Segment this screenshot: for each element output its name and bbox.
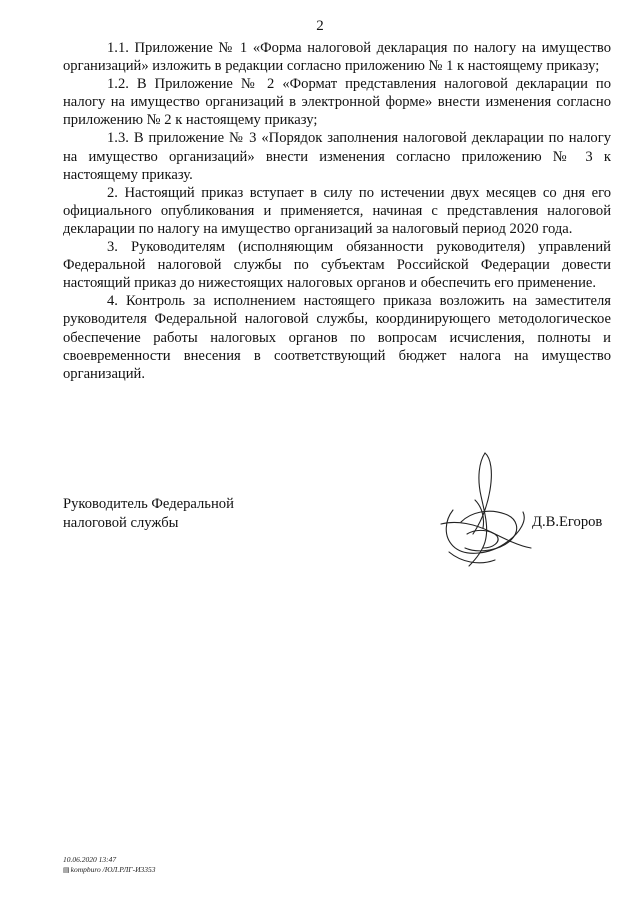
page-number: 2	[316, 18, 324, 34]
paragraph-2: 2. Настоящий приказ вступает в силу по истечении двух месяцев со дня его официального опубликования и применяется, начиная с представления налоговой декларации по налогу на имущество организаций за налоговый период 2020 года.	[63, 184, 611, 237]
paragraph-1-3: 1.3. В приложение № 3 «Порядок заполнения налоговой декларации по налогу на имущество организаций» внести изменения согласно приложению № 3 к настоящему приказу.	[63, 130, 611, 183]
footer-path: kompburo /ЮЛ.РЛГ-И3353	[70, 865, 156, 874]
signatory-position-line-1: Руководитель Федеральной	[63, 496, 234, 512]
paragraph-4: 4. Контроль за исполнением настоящего приказа возложить на заместителя руководителя Федеральной налоговой службы, координирующего методологическое обеспечение работы налоговых органов по вопросам исчисления, полноты и своевременности внесения в соответствующий бюджет налога на имущество организаций.	[63, 293, 611, 382]
document-body	[63, 39, 611, 383]
signatory-position-line-2: налоговой службы	[63, 515, 179, 531]
signatory-name: Д.В.Егоров	[532, 514, 603, 530]
paragraph-1-2: 1.2. В Приложение № 2 «Формат представления налоговой декларации по налогу на имущество организаций в электронной форме» внести изменения согласно приложению № 2 к настоящему приказу;	[63, 76, 611, 129]
signatory-position	[63, 495, 234, 533]
footer-path-line	[63, 865, 155, 875]
print-footer	[63, 855, 155, 875]
document-icon: ▤	[63, 866, 70, 874]
handwritten-signature	[435, 450, 535, 578]
paragraph-3: 3. Руководителям (исполняющим обязанности руководителя) управлений Федеральной налоговой службы по субъектам Российской Федерации довести настоящий приказ до нижестоящих налоговых органов и обеспечить его применение.	[63, 239, 611, 292]
footer-datetime: 10.06.2020 13:47	[63, 855, 117, 864]
paragraph-1-1: 1.1. Приложение № 1 «Форма налоговой декларация по налогу на имущество организаций» изложить в редакции согласно приложению № 1 к настоящему приказу;	[63, 40, 611, 75]
